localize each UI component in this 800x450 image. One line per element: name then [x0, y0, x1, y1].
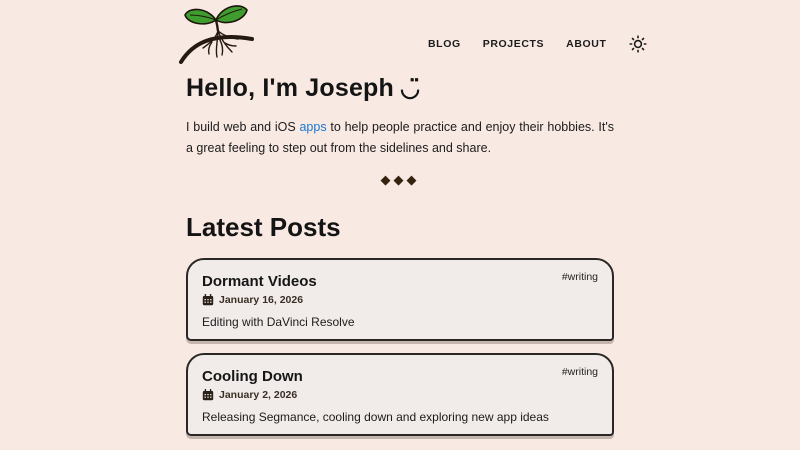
post-list: [186, 258, 614, 436]
nav-item-blog[interactable]: BLOG: [428, 38, 461, 50]
page-title: [186, 74, 420, 103]
post-title: Cooling Down: [202, 368, 303, 385]
latest-posts-heading: Latest Posts: [186, 212, 341, 242]
post-date: January 16, 2026: [219, 294, 304, 306]
smiley-glyph: ◡̈: [400, 75, 421, 101]
seedling-logo[interactable]: [176, 2, 256, 66]
hero-greeting: Hello, I'm Joseph: [186, 74, 395, 102]
sun-icon: [629, 35, 647, 53]
calendar-icon: [202, 389, 214, 401]
apps-link[interactable]: apps: [299, 120, 327, 134]
post-title: Dormant Videos: [202, 273, 317, 290]
intro-text-end: to help people practice and enjoy their hobbies. It's a great feeling to step out from the sidelines and share.: [186, 120, 615, 155]
seedling-logo-drawing: [176, 2, 256, 66]
post-tag[interactable]: #writing: [561, 271, 598, 283]
main-nav: [428, 34, 648, 54]
post-description: Editing with DaVinci Resolve: [202, 315, 355, 329]
post-card-dormant-videos[interactable]: [186, 258, 614, 341]
nav-item-projects[interactable]: PROJECTS: [482, 38, 545, 50]
theme-toggle-button[interactable]: [628, 34, 648, 54]
post-date-row: [202, 294, 596, 306]
post-date-row: [202, 389, 596, 401]
post-tag[interactable]: #writing: [561, 366, 598, 378]
nav-item-about[interactable]: ABOUT: [566, 38, 607, 50]
post-card-cooling-down[interactable]: [186, 353, 614, 436]
post-description: Releasing Segmance, cooling down and exploring new app ideas: [202, 410, 549, 424]
intro-paragraph: [186, 117, 614, 159]
calendar-icon: [202, 294, 214, 306]
intro-text-start: I build web and iOS: [186, 120, 300, 134]
diamond-separator: ◆◆◆: [380, 172, 420, 187]
post-date: January 2, 2026: [219, 389, 298, 401]
